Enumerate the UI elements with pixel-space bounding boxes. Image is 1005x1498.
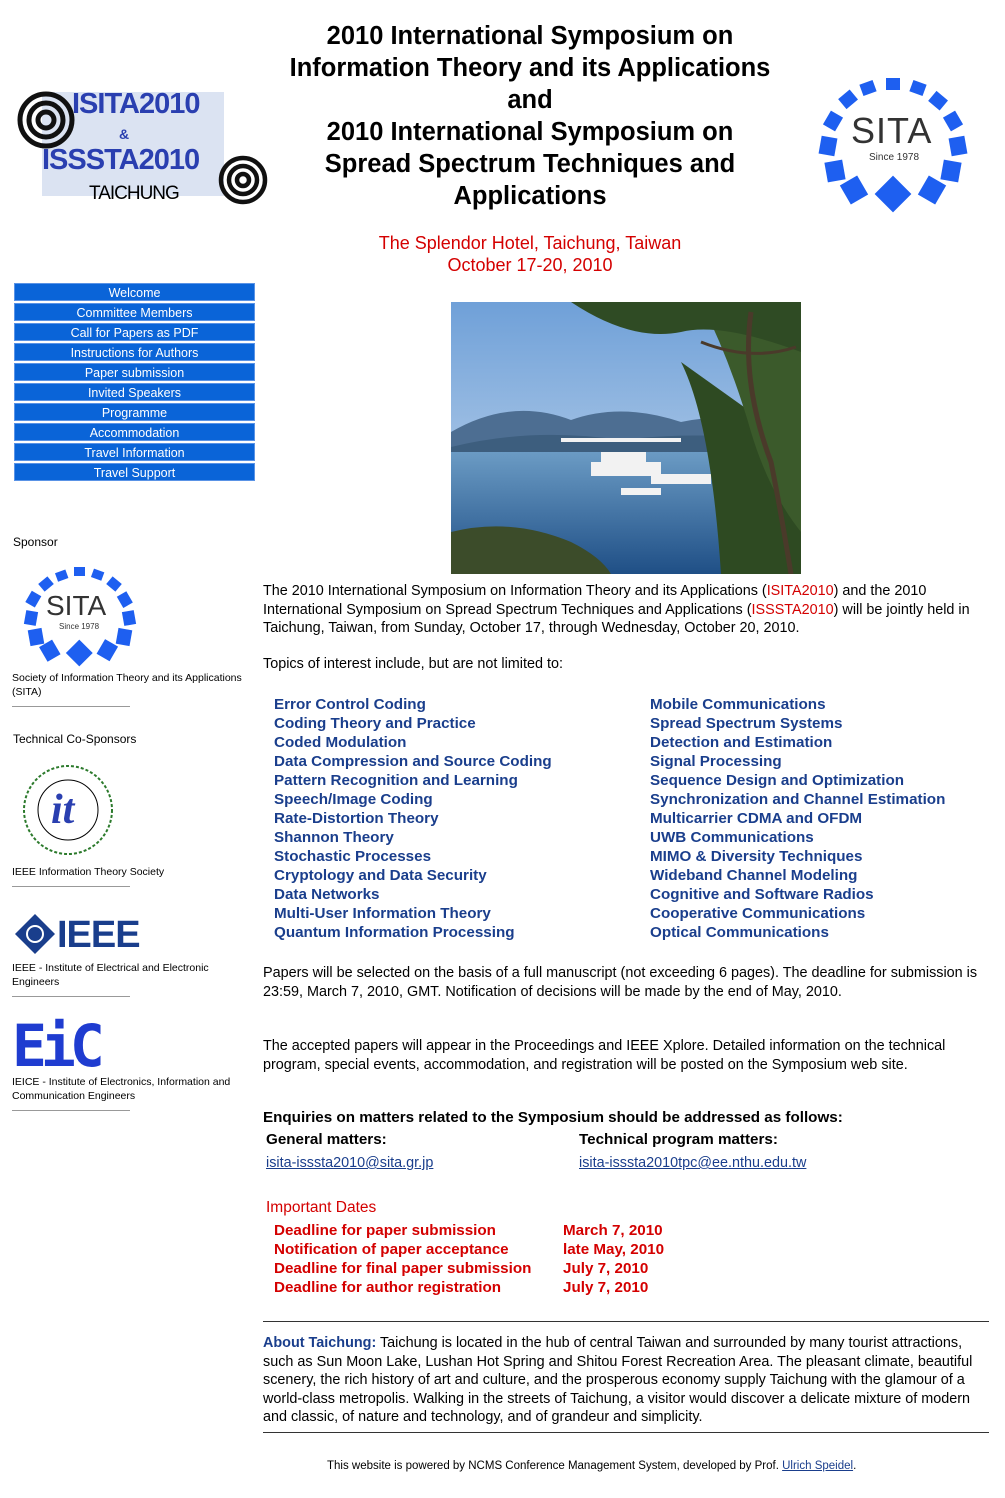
proceedings-paragraph: The accepted papers will appear in the Proceedings and IEEE Xplore. Detailed information on the technical program, special events, accommodation, and registration will be posted on the Symposium web site. — [263, 1038, 946, 1073]
topic-item: Coding Theory and Practice — [274, 715, 476, 732]
isita-acronym: ISITA2010 — [766, 583, 834, 599]
important-dates-heading: Important Dates — [266, 1199, 377, 1216]
title-line: Applications — [453, 182, 607, 210]
cosponsor-label: Technical Co-Sponsors — [13, 732, 137, 746]
ieee-logo[interactable] — [13, 912, 153, 956]
topic-item: Mobile Communications — [650, 696, 826, 713]
date-label: Notification of paper acceptance — [274, 1241, 509, 1258]
topic-item: Signal Processing — [650, 753, 782, 770]
footer-end: . — [853, 1460, 857, 1472]
nav-instructions-for-authors[interactable]: Instructions for Authors — [14, 343, 255, 361]
submission-paragraph: Papers will be selected on the basis of a full manuscript (not exceeding 6 pages). The deadline for submission is 23:59, March 7, 2010, GMT. Notification of decisions will be made by the end of May, 2010. — [263, 965, 978, 1000]
topic-item: Wideband Channel Modeling — [650, 867, 858, 884]
divider — [12, 1110, 130, 1111]
nav-committee-members[interactable]: Committee Members — [14, 303, 255, 321]
title-line: Information Theory and its Applications — [289, 54, 771, 82]
isssta-acronym: ISSSTA2010 — [751, 601, 834, 618]
sita-logo-text: SITA — [851, 110, 933, 151]
nav-paper-submission[interactable]: Paper submission — [14, 363, 255, 381]
divider — [12, 706, 130, 707]
intro-text: ) will be jointly held in Taichung, Taiwan, from Sunday, October 17, through Wednesday, October 20, 2010. — [263, 601, 970, 636]
sita-logo-since: Since 1978 — [869, 152, 920, 163]
ieee-diamond-icon — [13, 912, 57, 956]
it-society-logo[interactable] — [20, 762, 116, 858]
nav-invited-speakers[interactable]: Invited Speakers — [14, 383, 255, 401]
date-value: July 7, 2010 — [563, 1260, 649, 1277]
topic-item: Rate-Distortion Theory — [274, 810, 439, 827]
topic-item: Speech/Image Coding — [274, 791, 433, 808]
topic-item: MIMO & Diversity Techniques — [650, 848, 863, 865]
topic-item: UWB Communications — [650, 829, 814, 846]
topic-item: Quantum Information Processing — [274, 924, 515, 941]
topic-item: Sequence Design and Optimization — [650, 772, 905, 789]
topic-item: Cooperative Communications — [650, 905, 866, 922]
divider — [263, 1432, 989, 1433]
topic-item: Multicarrier CDMA and OFDM — [650, 810, 863, 827]
topic-item: Pattern Recognition and Learning — [274, 772, 518, 789]
divider — [12, 886, 130, 887]
divider — [263, 1321, 989, 1322]
nav-travel-information[interactable]: Travel Information — [14, 443, 255, 461]
topic-item: Cognitive and Software Radios — [650, 886, 874, 903]
title-line: and — [507, 86, 553, 114]
nav-call-for-papers[interactable]: Call for Papers as PDF — [14, 323, 255, 341]
topic-item: Synchronization and Channel Estimation — [650, 791, 946, 808]
date-label: Deadline for paper submission — [274, 1222, 496, 1239]
event-dates: October 17-20, 2010 — [447, 255, 613, 275]
about-heading: About Taichung: — [263, 1335, 377, 1351]
main-nav — [14, 283, 255, 483]
topic-item: Detection and Estimation — [650, 734, 833, 751]
sita-caption: Society of Information Theory and its Applications (SITA) — [12, 672, 242, 698]
nav-accommodation[interactable]: Accommodation — [14, 423, 255, 441]
general-email-link[interactable]: isita-isssta2010@sita.gr.jp — [266, 1155, 434, 1171]
technical-email-link[interactable]: isita-isssta2010tpc@ee.nthu.edu.tw — [579, 1155, 807, 1171]
ulrich-speidel-link[interactable]: Ulrich Speidel — [782, 1460, 854, 1472]
nav-welcome[interactable]: Welcome — [14, 283, 255, 301]
dates-values — [563, 1221, 664, 1297]
topic-item: Multi-User Information Theory — [274, 905, 491, 922]
logo-text-isita: ISITA2010 — [72, 88, 200, 120]
ieice-logo-text: EiC — [12, 1012, 99, 1080]
logo-text-amp: & — [119, 126, 130, 142]
date-label: Deadline for author registration — [274, 1279, 501, 1296]
sponsor-label: Sponsor — [13, 535, 58, 549]
ieee-logo-text: IEEE — [57, 914, 140, 956]
title-line: 2010 International Symposium on — [326, 118, 734, 146]
sita-logo — [803, 76, 983, 221]
page-title — [262, 20, 798, 212]
date-value: March 7, 2010 — [563, 1222, 663, 1239]
spiral-icon — [16, 90, 76, 150]
title-line: Spread Spectrum Techniques and — [324, 150, 736, 178]
intro-text: ) and the 2010 International Symposium on Spread Spectrum Techniques and Applications ( — [263, 583, 927, 618]
nav-programme[interactable]: Programme — [14, 403, 255, 421]
title-line: 2010 International Symposium on — [326, 22, 734, 50]
sita-logo-text: SITA — [46, 590, 107, 621]
ieee-caption: IEEE - Institute of Electrical and Electronic Engineers — [12, 962, 209, 988]
general-matters-label: General matters: — [266, 1131, 387, 1148]
topic-item: Data Compression and Source Coding — [274, 753, 552, 770]
footer-text: This website is powered by NCMS Conference Management System, developed by Prof. — [327, 1460, 783, 1472]
topics-left-column — [274, 695, 552, 942]
logo-text-isssta: ISSSTA2010 — [42, 144, 200, 176]
topics-intro: Topics of interest include, but are not limited to: — [263, 656, 563, 672]
topic-item: Stochastic Processes — [274, 848, 432, 865]
sita-sponsor-logo[interactable] — [12, 565, 148, 670]
topic-item: Cryptology and Data Security — [274, 867, 487, 884]
sita-logo-since: Since 1978 — [59, 622, 100, 631]
intro-paragraph — [263, 582, 993, 638]
it-society-caption: IEEE Information Theory Society — [12, 866, 165, 878]
about-taichung — [263, 1334, 991, 1427]
topics-right-column — [650, 695, 945, 942]
it-logo-text: it — [51, 787, 75, 833]
spiral-icon — [218, 154, 268, 206]
ieice-logo[interactable] — [12, 1012, 112, 1080]
technical-matters-label: Technical program matters: — [579, 1131, 778, 1148]
date-label: Deadline for final paper submission — [274, 1260, 532, 1277]
topic-item: Optical Communications — [650, 924, 829, 941]
intro-text: The 2010 International Symposium on Information Theory and its Applications ( — [263, 583, 767, 599]
topic-item: Shannon Theory — [274, 829, 394, 846]
date-value: July 7, 2010 — [563, 1279, 649, 1296]
enquiries-heading: Enquiries on matters related to the Symposium should be addressed as follows: — [263, 1109, 843, 1126]
topic-item: Coded Modulation — [274, 734, 407, 751]
dates-labels — [274, 1221, 531, 1297]
divider — [12, 996, 130, 997]
ieice-caption: IEICE - Institute of Electronics, Information and Communication Engineers — [12, 1076, 231, 1102]
isita-isssta-logo — [14, 88, 258, 210]
nav-travel-support[interactable]: Travel Support — [14, 463, 255, 481]
topic-item: Spread Spectrum Systems — [650, 715, 843, 732]
logo-text-taichung: TAICHUNG — [89, 183, 179, 204]
footer — [327, 1460, 856, 1472]
topic-item: Data Networks — [274, 886, 380, 903]
venue-text: The Splendor Hotel, Taichung, Taiwan — [378, 233, 682, 253]
topic-item: Error Control Coding — [274, 696, 426, 713]
about-text: Taichung is located in the hub of central Taiwan and surrounded by many tourist attractions, such as Sun Moon Lake, Lushan Hot Spring and Shitou Forest Recreation Area. The pleasant climate, beautiful scenery, the rich history of art and culture, and the prosperous economy supply Taichung with the glamour of a world-class metropolis. Walking in the streets of Taichung, a visitor would discover a delicate mixture of modern and classic, of nature and technology, and of grandeur and simplicity. — [263, 1335, 973, 1425]
venue-block — [262, 232, 798, 276]
date-value: late May, 2010 — [563, 1241, 665, 1258]
hero-photo-sun-moon-lake — [451, 302, 801, 574]
